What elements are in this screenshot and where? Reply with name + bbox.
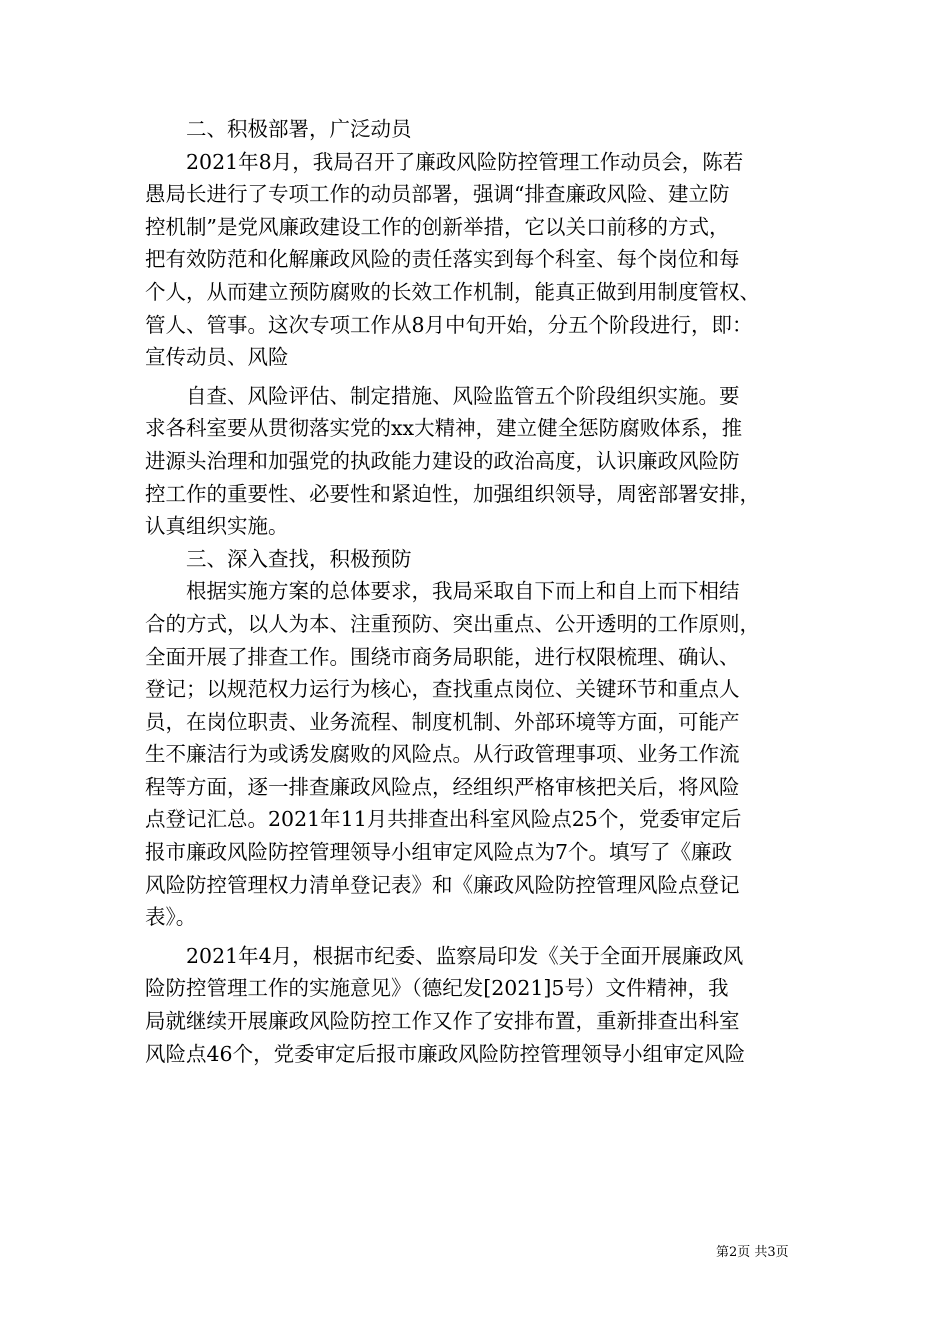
- text-line: 生不廉洁行为或诱发腐败的风险点。从行政管理事项、业务工作流: [145, 742, 740, 767]
- text-line: 认真组织实施。: [145, 514, 289, 539]
- text-line: 登记；以规范权力运行为核心，查找重点岗位、关键环节和重点人: [145, 677, 740, 702]
- body-text: [145, 113, 815, 1070]
- text-line: 控机制”是党风廉政建设工作的创新举措，它以关口前移的方式，: [145, 214, 730, 239]
- text-line: 宣传动员、风险: [145, 345, 289, 370]
- text-line: 2021年4月，根据市纪委、监察局印发《关于全面开展廉政风: [145, 943, 744, 968]
- text-line: 局就继续开展廉政风险防控工作又作了安排布置，重新排查出科室: [145, 1009, 740, 1034]
- text-line: 根据实施方案的总体要求，我局采取自下而上和自上而下相结: [145, 579, 740, 604]
- text-line: 2021年8月，我局召开了廉政风险防控管理工作动员会，陈若: [145, 149, 744, 174]
- text-line: 管人、管事。这次专项工作从8月中旬开始，分五个阶段进行，即：: [145, 312, 753, 337]
- text-line: 全面开展了排查工作。围绕市商务局职能，进行权限梳理、确认、: [145, 644, 740, 669]
- text-line: 风险防控管理权力清单登记表》和《廉政风险防控管理风险点登记: [145, 872, 740, 897]
- text-line: 合的方式，以人为本、注重预防、突出重点、公开透明的工作原则，: [145, 611, 760, 636]
- text-line: 表》。: [145, 905, 197, 930]
- text-line: 求各科室要从贯彻落实党的xx大精神，建立健全惩防腐败体系，推: [145, 416, 743, 441]
- text-line: 风险点46个，党委审定后报市廉政风险防控管理领导小组审定风险: [145, 1041, 746, 1066]
- page-number: 第2页 共3页: [716, 1245, 789, 1260]
- text-line: 进源头治理和加强党的执政能力建设的政治高度，认识廉政风险防: [145, 448, 740, 473]
- text-line: 险防控管理工作的实施意见》（德纪发[2021]5号）文件精神，我: [145, 976, 729, 1001]
- text-line: 控工作的重要性、必要性和紧迫性，加强组织领导，周密部署安排，: [145, 481, 760, 506]
- text-line: 愚局长进行了专项工作的动员部署，强调“排查廉政风险、建立防: [145, 182, 730, 207]
- text-line: 程等方面，逐一排查廉政风险点，经组织严格审核把关后，将风险: [145, 774, 740, 799]
- text-line: 员，在岗位职责、业务流程、制度机制、外部环境等方面，可能产: [145, 709, 740, 734]
- text-line: 二、积极部署，广泛动员: [145, 117, 412, 141]
- text-line: 三、深入查找，积极预防: [145, 546, 412, 571]
- text-line: 报市廉政风险防控管理领导小组审定风险点为7个。填写了《廉政: [145, 840, 733, 865]
- text-line: 点登记汇总。2021年11月共排查出科室风险点25个，党委审定后: [145, 807, 742, 832]
- text-line: 个人，从而建立预防腐败的长效工作机制，能真正做到用制度管权、: [145, 279, 760, 304]
- text-line: 把有效防范和化解廉政风险的责任落实到每个科室、每个岗位和每: [145, 247, 740, 272]
- text-line: 自查、风险评估、制定措施、风险监管五个阶段组织实施。要: [145, 383, 740, 408]
